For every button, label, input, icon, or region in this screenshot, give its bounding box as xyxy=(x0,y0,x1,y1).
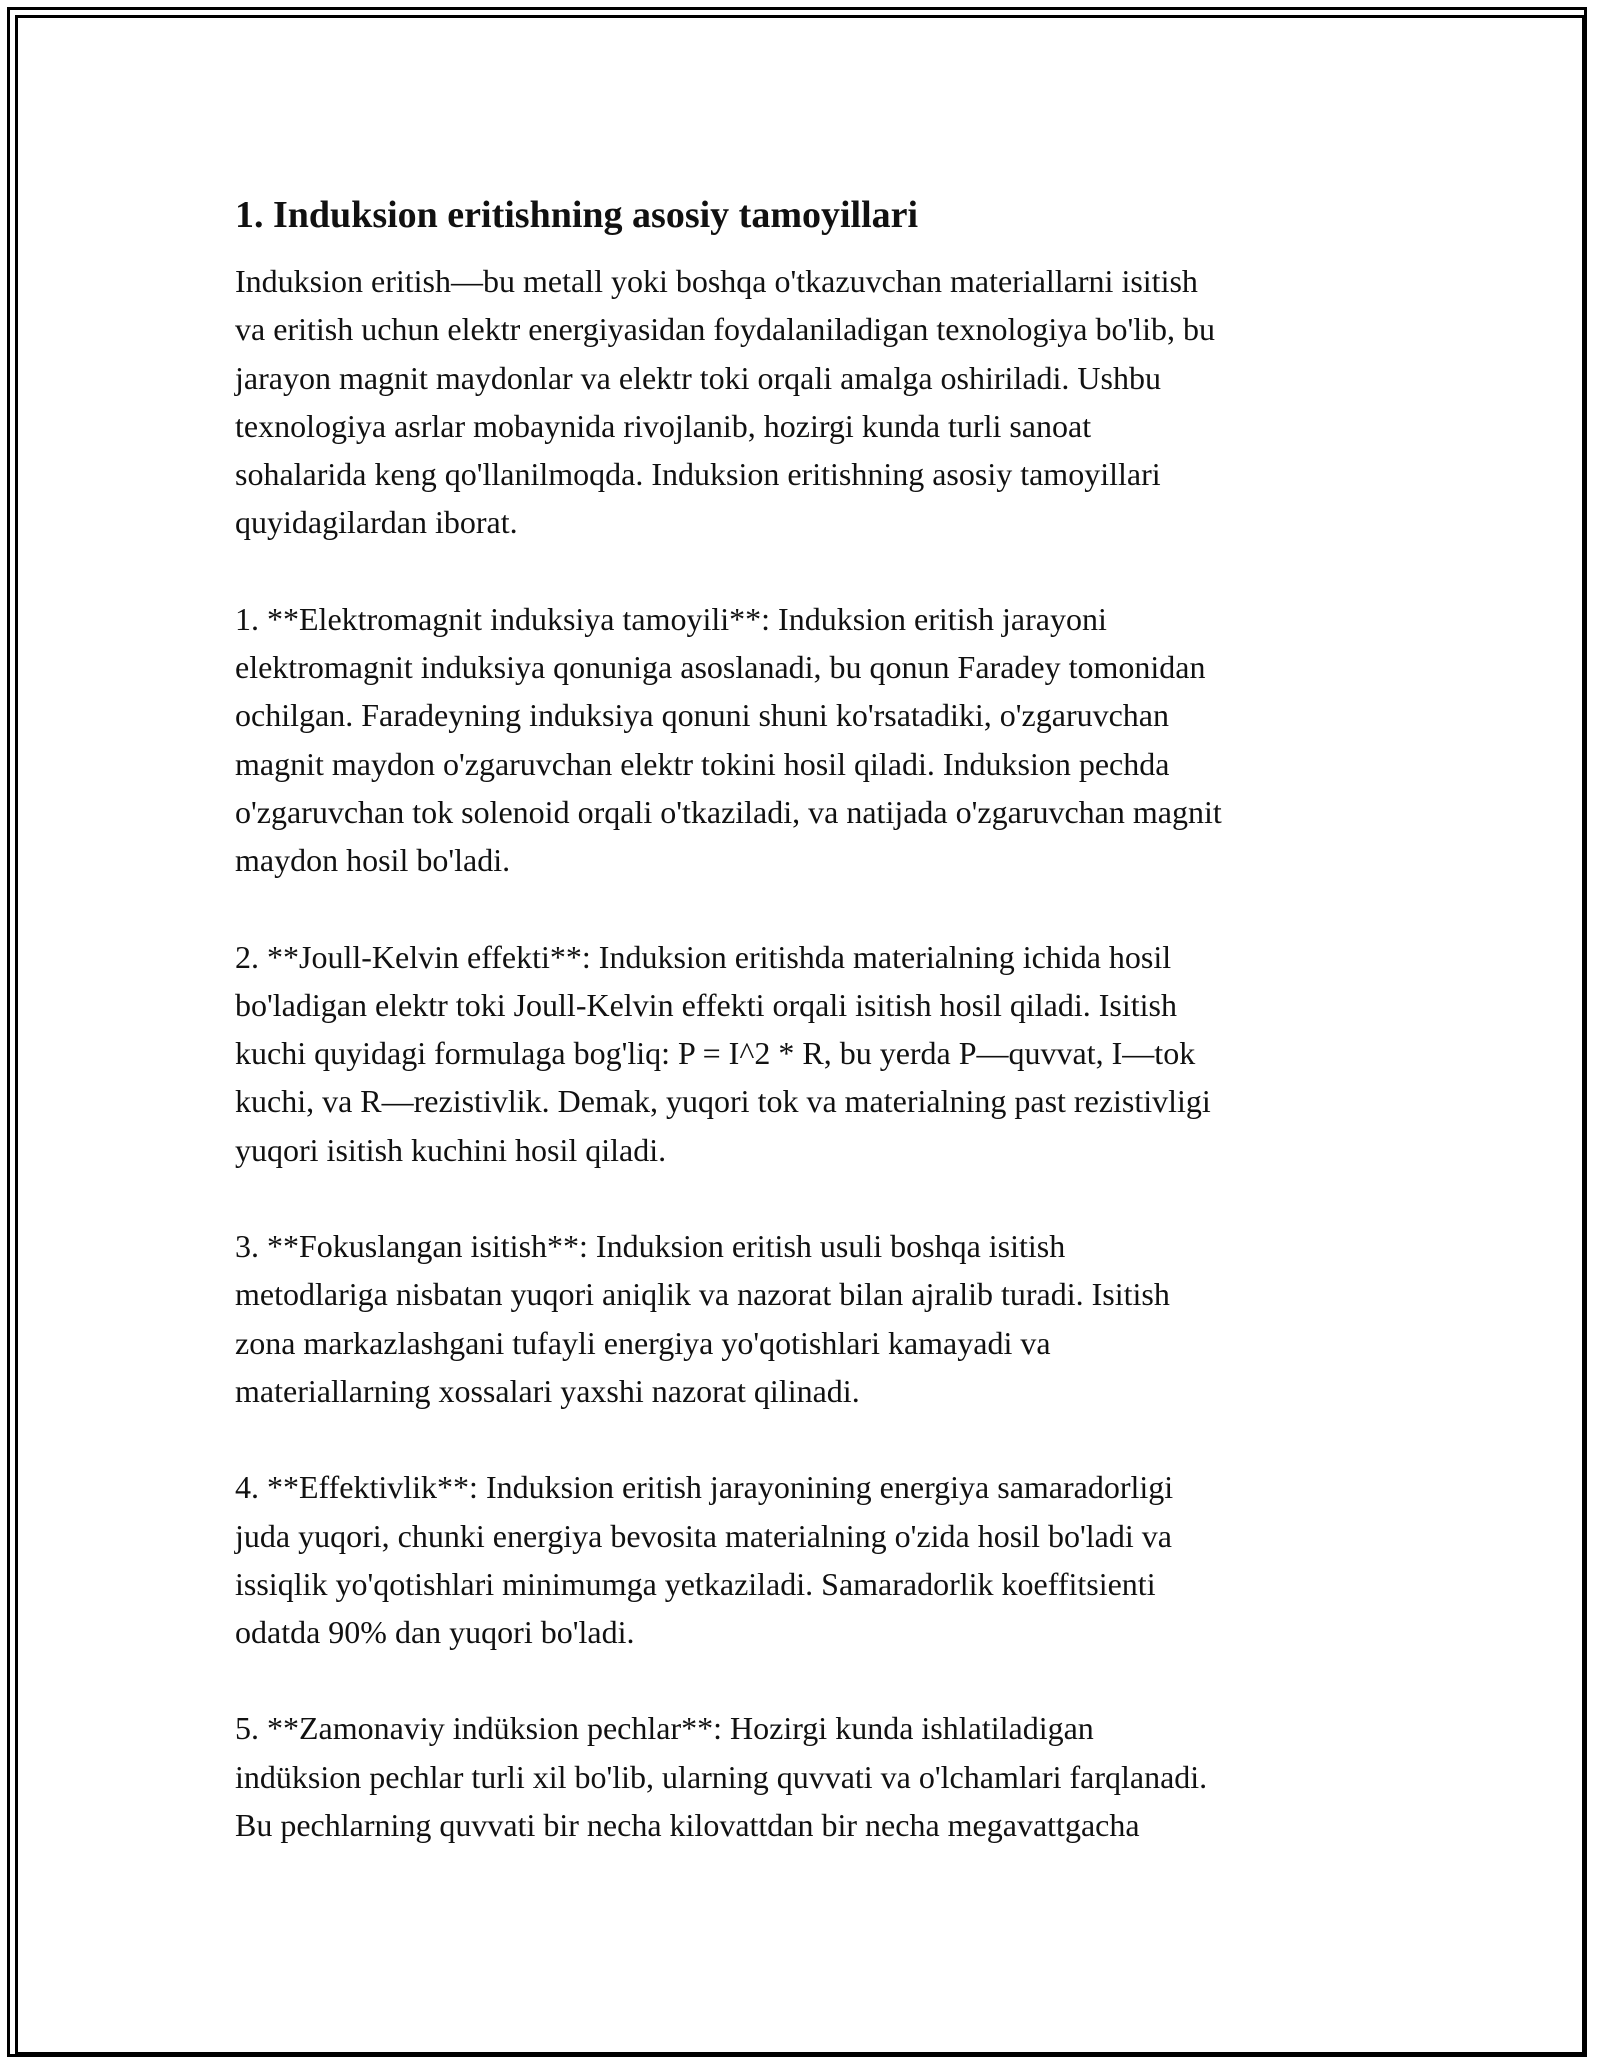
document-body xyxy=(235,185,1375,1849)
list-item-electromagnetic-induction: 1. **Elektromagnit induksiya tamoyili**: Induksion eritish jarayoni elektromagnit induksiya qonuniga asoslanadi, bu qonun Faradey tomonidan ochilgan. Faradeyning induksiya qonuni shuni ko'rsatadiki, o'zgaruvchan magnit maydon o'zgaruvchan elektr tokini hosil qiladi. Induksion pechda o'zgaruvchan tok solenoid orqali o'tkaziladi, va natijada o'zgaruvchan magnit maydon hosil bo'ladi. xyxy=(235,600,1222,879)
list-item-modern-furnaces: 5. **Zamonaviy indüksion pechlar**: Hozirgi kunda ishlatiladigan indüksion pechlar turli xil bo'lib, ularning quvvati va o'lchamlari farqlanadi. Bu pechlarning quvvati bir necha kilovattdan bir necha megavattgacha xyxy=(235,1710,1208,1844)
intro-paragraph: Induksion eritish—bu metall yoki boshqa o'tkazuvchan materiallarni isitish va eritish uchun elektr energiyasidan foydalaniladigan texnologiya bo'lib, bu jarayon magnit maydonlar va elektr toki orqali amalga oshiriladi. Ushbu texnologiya asrlar mobaynida rivojlanib, hozirgi kunda turli sanoat sohalarida keng qo'llanilmoqda. Induksion eritishning asosiy tamoyillari quyidagilardan iborat. xyxy=(235,263,1216,541)
list-item-focused-heating: 3. **Fokuslangan isitish**: Induksion eritish usuli boshqa isitish metodlariga nisbatan yuqori aniqlik va nazorat bilan ajralib turadi. Isitish zona markazlashgani tufayli energiya yo'qotishlari kamayadi va materiallarning xossalari yaxshi nazorat qilinadi. xyxy=(235,1228,1170,1409)
list-item-joule-kelvin-effect: 2. **Joull-Kelvin effekti**: Induksion eritishda materialning ichida hosil bo'ladigan elektr toki Joull-Kelvin effekti orqali isitish hosil qiladi. Isitish kuchi quyidagi formulaga bog'liq: P = I^2 * R, bu yerda P—quvvat, I—tok kuchi, va R—rezistivlik. Demak, yuqori tok va materialning past rezistivligi yuqori isitish kuchini hosil qiladi. xyxy=(235,938,1211,1168)
section-heading: 1. Induksion eritishning asosiy tamoyillari xyxy=(235,194,919,236)
list-item-efficiency: 4. **Effektivlik**: Induksion eritish jarayonining energiya samaradorligi juda yuqori, chunki energiya bevosita materialning o'zida hosil bo'ladi va issiqlik yo'qotishlari minimumga yetkaziladi. Samaradorlik koeffitsienti odatda 90% dan yuqori bo'ladi. xyxy=(235,1469,1174,1651)
